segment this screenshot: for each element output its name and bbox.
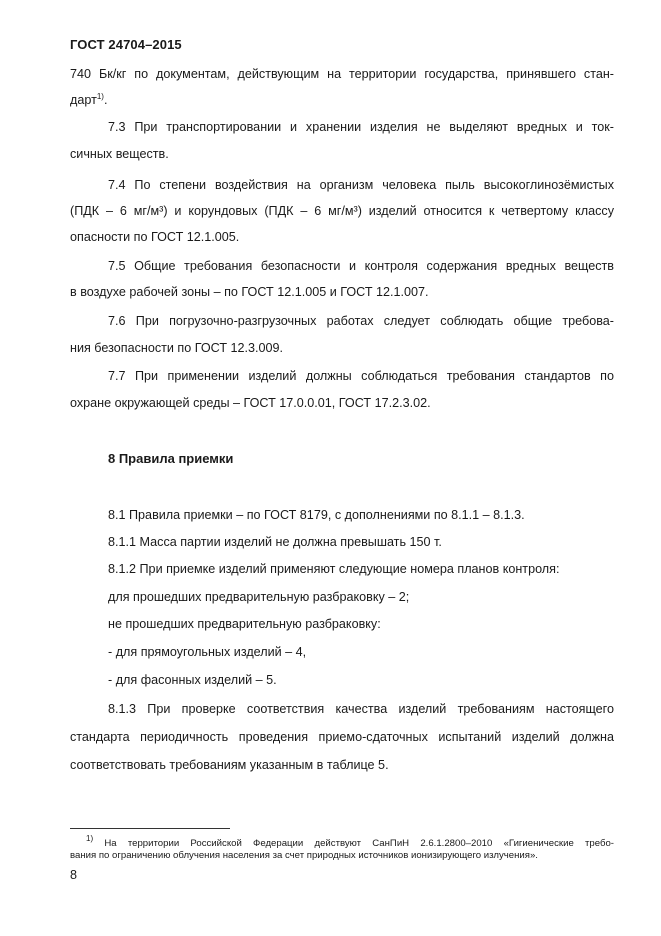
section-heading: 8 Правила приемки <box>108 451 234 466</box>
body-line-text: дарт <box>70 93 97 107</box>
footnote-first-line <box>86 834 615 850</box>
clause-8-1-3-line: стандарта периодичность проведения приемо-сдаточных испытаний изделий должна <box>70 730 614 744</box>
paragraph-7-6-last-line: ния безопасности по ГОСТ 12.3.009. <box>70 341 284 355</box>
paragraph-7-5-first-line: 7.5 Общие требования безопасности и контроля содержания вредных веществ <box>108 259 614 273</box>
footnote-marker: 1) <box>86 834 94 843</box>
clause-8-1-1: 8.1.1 Масса партии изделий не должна превышать 150 т. <box>108 535 442 549</box>
page-number: 8 <box>70 868 78 882</box>
list-item: - для фасонных изделий – 5. <box>108 673 277 687</box>
list-item: не прошедших предварительную разбраковку: <box>108 617 381 631</box>
body-line-with-footnote-ref <box>70 92 107 108</box>
clause-8-1-3-last-line: соответствовать требованиям указанным в таблице 5. <box>70 758 389 772</box>
document-header: ГОСТ 24704–2015 <box>70 37 182 52</box>
paragraph-7-4-first-line: 7.4 По степени воздействия на организм человека пыль высокоглинозёмистых <box>108 178 614 192</box>
footnote-text: На территории Российской Федерации действуют СанПиН 2.6.1.2800–2010 «Гигиенические требо- <box>104 838 615 849</box>
footnote-separator <box>70 828 230 829</box>
paragraph-7-7-last-line: охране окружающей среды – ГОСТ 17.0.0.01, ГОСТ 17.2.3.02. <box>70 396 431 410</box>
list-item: - для прямоугольных изделий – 4, <box>108 645 307 659</box>
paragraph-7-7-first-line: 7.7 При применении изделий должны соблюдаться требования стандартов по <box>108 369 614 383</box>
paragraph-7-5-last-line: в воздухе рабочей зоны – по ГОСТ 12.1.005 и ГОСТ 12.1.007. <box>70 285 429 299</box>
paragraph-7-3-last-line: сичных веществ. <box>70 147 169 161</box>
paragraph-7-6-first-line: 7.6 При погрузочно-разгрузочных работах следует соблюдать общие требова- <box>108 314 614 328</box>
body-line: 740 Бк/кг по документам, действующим на территории государства, принявшего стан- <box>70 67 614 81</box>
footnote-second-line: вания по ограничению облучения населения за счет природных источников ионизирующего излучения». <box>70 850 538 861</box>
paragraph-7-4-last-line: опасности по ГОСТ 12.1.005. <box>70 230 240 244</box>
footnote-reference[interactable]: 1) <box>96 92 104 101</box>
clause-8-1-3-first-line: 8.1.3 При проверке соответствия качества изделий требованиям настоящего <box>108 702 614 716</box>
body-line-tail: . <box>103 93 108 107</box>
paragraph-7-3-first-line: 7.3 При транспортировании и хранении изделия не выделяют вредных и ток- <box>108 120 614 134</box>
clause-8-1: 8.1 Правила приемки – по ГОСТ 8179, с дополнениями по 8.1.1 – 8.1.3. <box>108 508 525 522</box>
list-item: для прошедших предварительную разбраковку – 2; <box>108 590 410 604</box>
clause-8-1-2: 8.1.2 При приемке изделий применяют следующие номера планов контроля: <box>108 562 560 576</box>
paragraph-7-4-line: (ПДК – 6 мг/м³) и корундовых (ПДК – 6 мг/м³) изделий относится к четвертому классу <box>70 204 614 218</box>
